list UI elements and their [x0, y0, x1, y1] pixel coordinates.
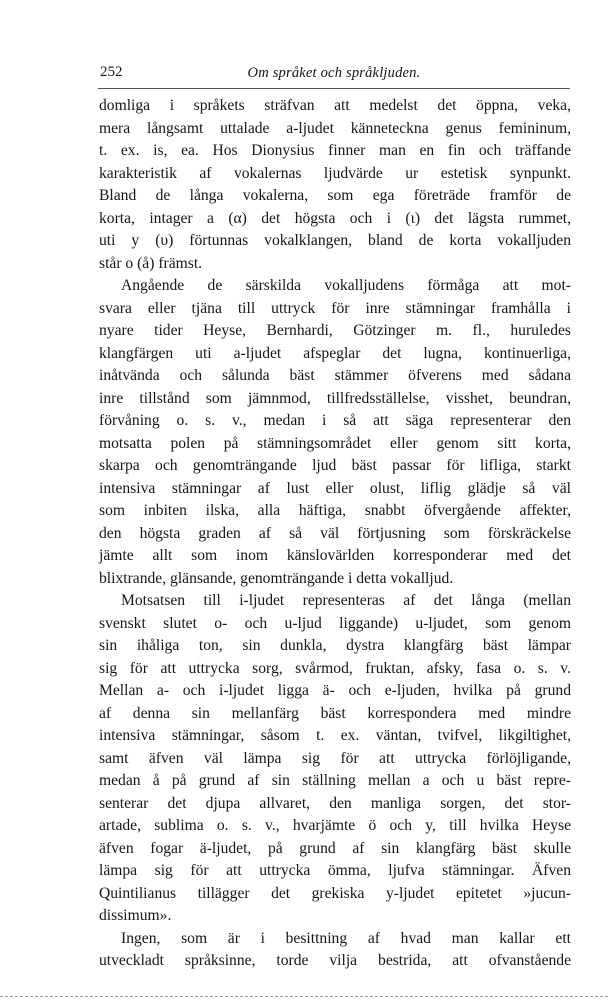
text-line: t. ex. is, ea. Hos Dionysius finner man en fin och träffande — [99, 142, 571, 159]
text-line: Quintilianus tillägger det grekiska y-ljudet epitetet »jucun- — [99, 884, 571, 902]
text-line: sin ihåliga ton, sin dunkla, dystra klangfärg bäst lämpar — [99, 637, 571, 654]
text-line: den högsta graden af så väl förtjusning som förskräckelse — [99, 524, 571, 542]
text-line: lämpa sig för att uttrycka ömma, ljufva stämningar. Äfven — [99, 862, 571, 879]
text-line: förvåning o. s. v., medan i så att säga representerar den — [99, 412, 571, 429]
text-line: af denna sin mellanfärg bäst korrespondera med mindre — [99, 704, 571, 722]
body-text — [99, 95, 571, 973]
text-line: korta, intager a (α) det högsta och i (ι) det lägsta rummet, — [99, 209, 571, 227]
text-line: Ingen, som är i besittning af hvad man kallar ett — [121, 929, 571, 947]
text-line: uti y (υ) förtunnas vokalklangen, bland de korta vokalljuden — [99, 232, 571, 249]
text-line: intensiva stämningar af lust eller olust, liflig glädje så väl — [99, 479, 571, 497]
text-line: utveckladt språksinne, torde vilja bestrida, att ofvanstående — [99, 952, 571, 969]
text-line: intensiva stämningar, såsom t. ex. väntan, tvifvel, likgiltighet, — [99, 727, 571, 744]
text-line: blixtrande, glänsande, genomträngande i detta vokalljud. — [99, 569, 454, 587]
text-line: karakteristik af vokalernas ljudvärde ur estetisk synpunkt. — [99, 164, 571, 182]
header-rule — [98, 88, 570, 89]
running-title: Om språket och språkljuden. — [247, 65, 421, 81]
text-line: Angående de särskilda vokalljudens förmåga att mot- — [121, 277, 571, 294]
page-bottom-edge — [0, 996, 608, 997]
text-line: motsatta polen på stämningsområdet eller genom sitt korta, — [99, 434, 571, 452]
text-line: klangfärgen uti a-ljudet afspeglar det lugna, kontinuerliga, — [99, 344, 571, 362]
text-line: som inbiten ilska, alla häftiga, snabbt öfvergående affekter, — [99, 502, 571, 519]
text-line: Mellan a- och i-ljudet ligga ä- och e-ljuden, hvilka på grund — [99, 682, 571, 699]
text-line: svenskt slutet o- och u-ljud liggande) u-ljudet, som genom — [99, 614, 571, 632]
text-line: Motsatsen till i-ljudet representeras af det långa (mellan — [121, 592, 571, 609]
text-line: sig för att uttrycka sorg, svårmod, fruktan, afsky, fasa o. s. v. — [99, 659, 571, 677]
text-line: dissimum». — [99, 907, 172, 924]
text-line: svara eller tjäna till uttryck för inre stämningar framhålla i — [99, 299, 571, 317]
text-line: samt äfven väl lämpa sig för att uttrycka förlöjligande, — [99, 749, 571, 767]
text-line: inre tillstånd som jämnmod, tillfredsställelse, visshet, beundran, — [99, 389, 571, 407]
text-line: inåtvända och sålunda bäst stämmer öfverens med sådana — [99, 367, 571, 384]
text-line: senterar det djupa allvaret, den manliga sorgen, det stor- — [99, 794, 571, 812]
text-line: står ο (å) främst. — [99, 254, 203, 272]
text-line: äfven fogar ä-ljudet, på grund af sin klangfärg bäst skulle — [99, 839, 571, 857]
text-line: nyare tider Heyse, Bernhardi, Götzinger m. fl., huruledes — [99, 322, 571, 339]
text-line: domliga i språkets sträfvan att medelst det öppna, veka, — [99, 97, 571, 114]
text-line: skarpa och genomträngande ljud bäst passar för lifliga, starkt — [99, 457, 571, 474]
text-line: artade, sublima o. s. v., hvarjämte ö och y, till hvilka Heyse — [99, 817, 571, 834]
text-line: Bland de långa vokalerna, som ega företräde framför de — [99, 187, 571, 204]
page-header — [98, 62, 570, 88]
page-number: 252 — [100, 64, 123, 80]
text-line: mera långsamt uttalade a-ljudet känneteckna genus femininum, — [99, 119, 571, 137]
text-line: jämte allt som inom känslovärlden korresponderar med det — [99, 547, 571, 564]
text-line: medan å på grund af sin ställning mellan a och u bäst repre- — [99, 772, 571, 789]
